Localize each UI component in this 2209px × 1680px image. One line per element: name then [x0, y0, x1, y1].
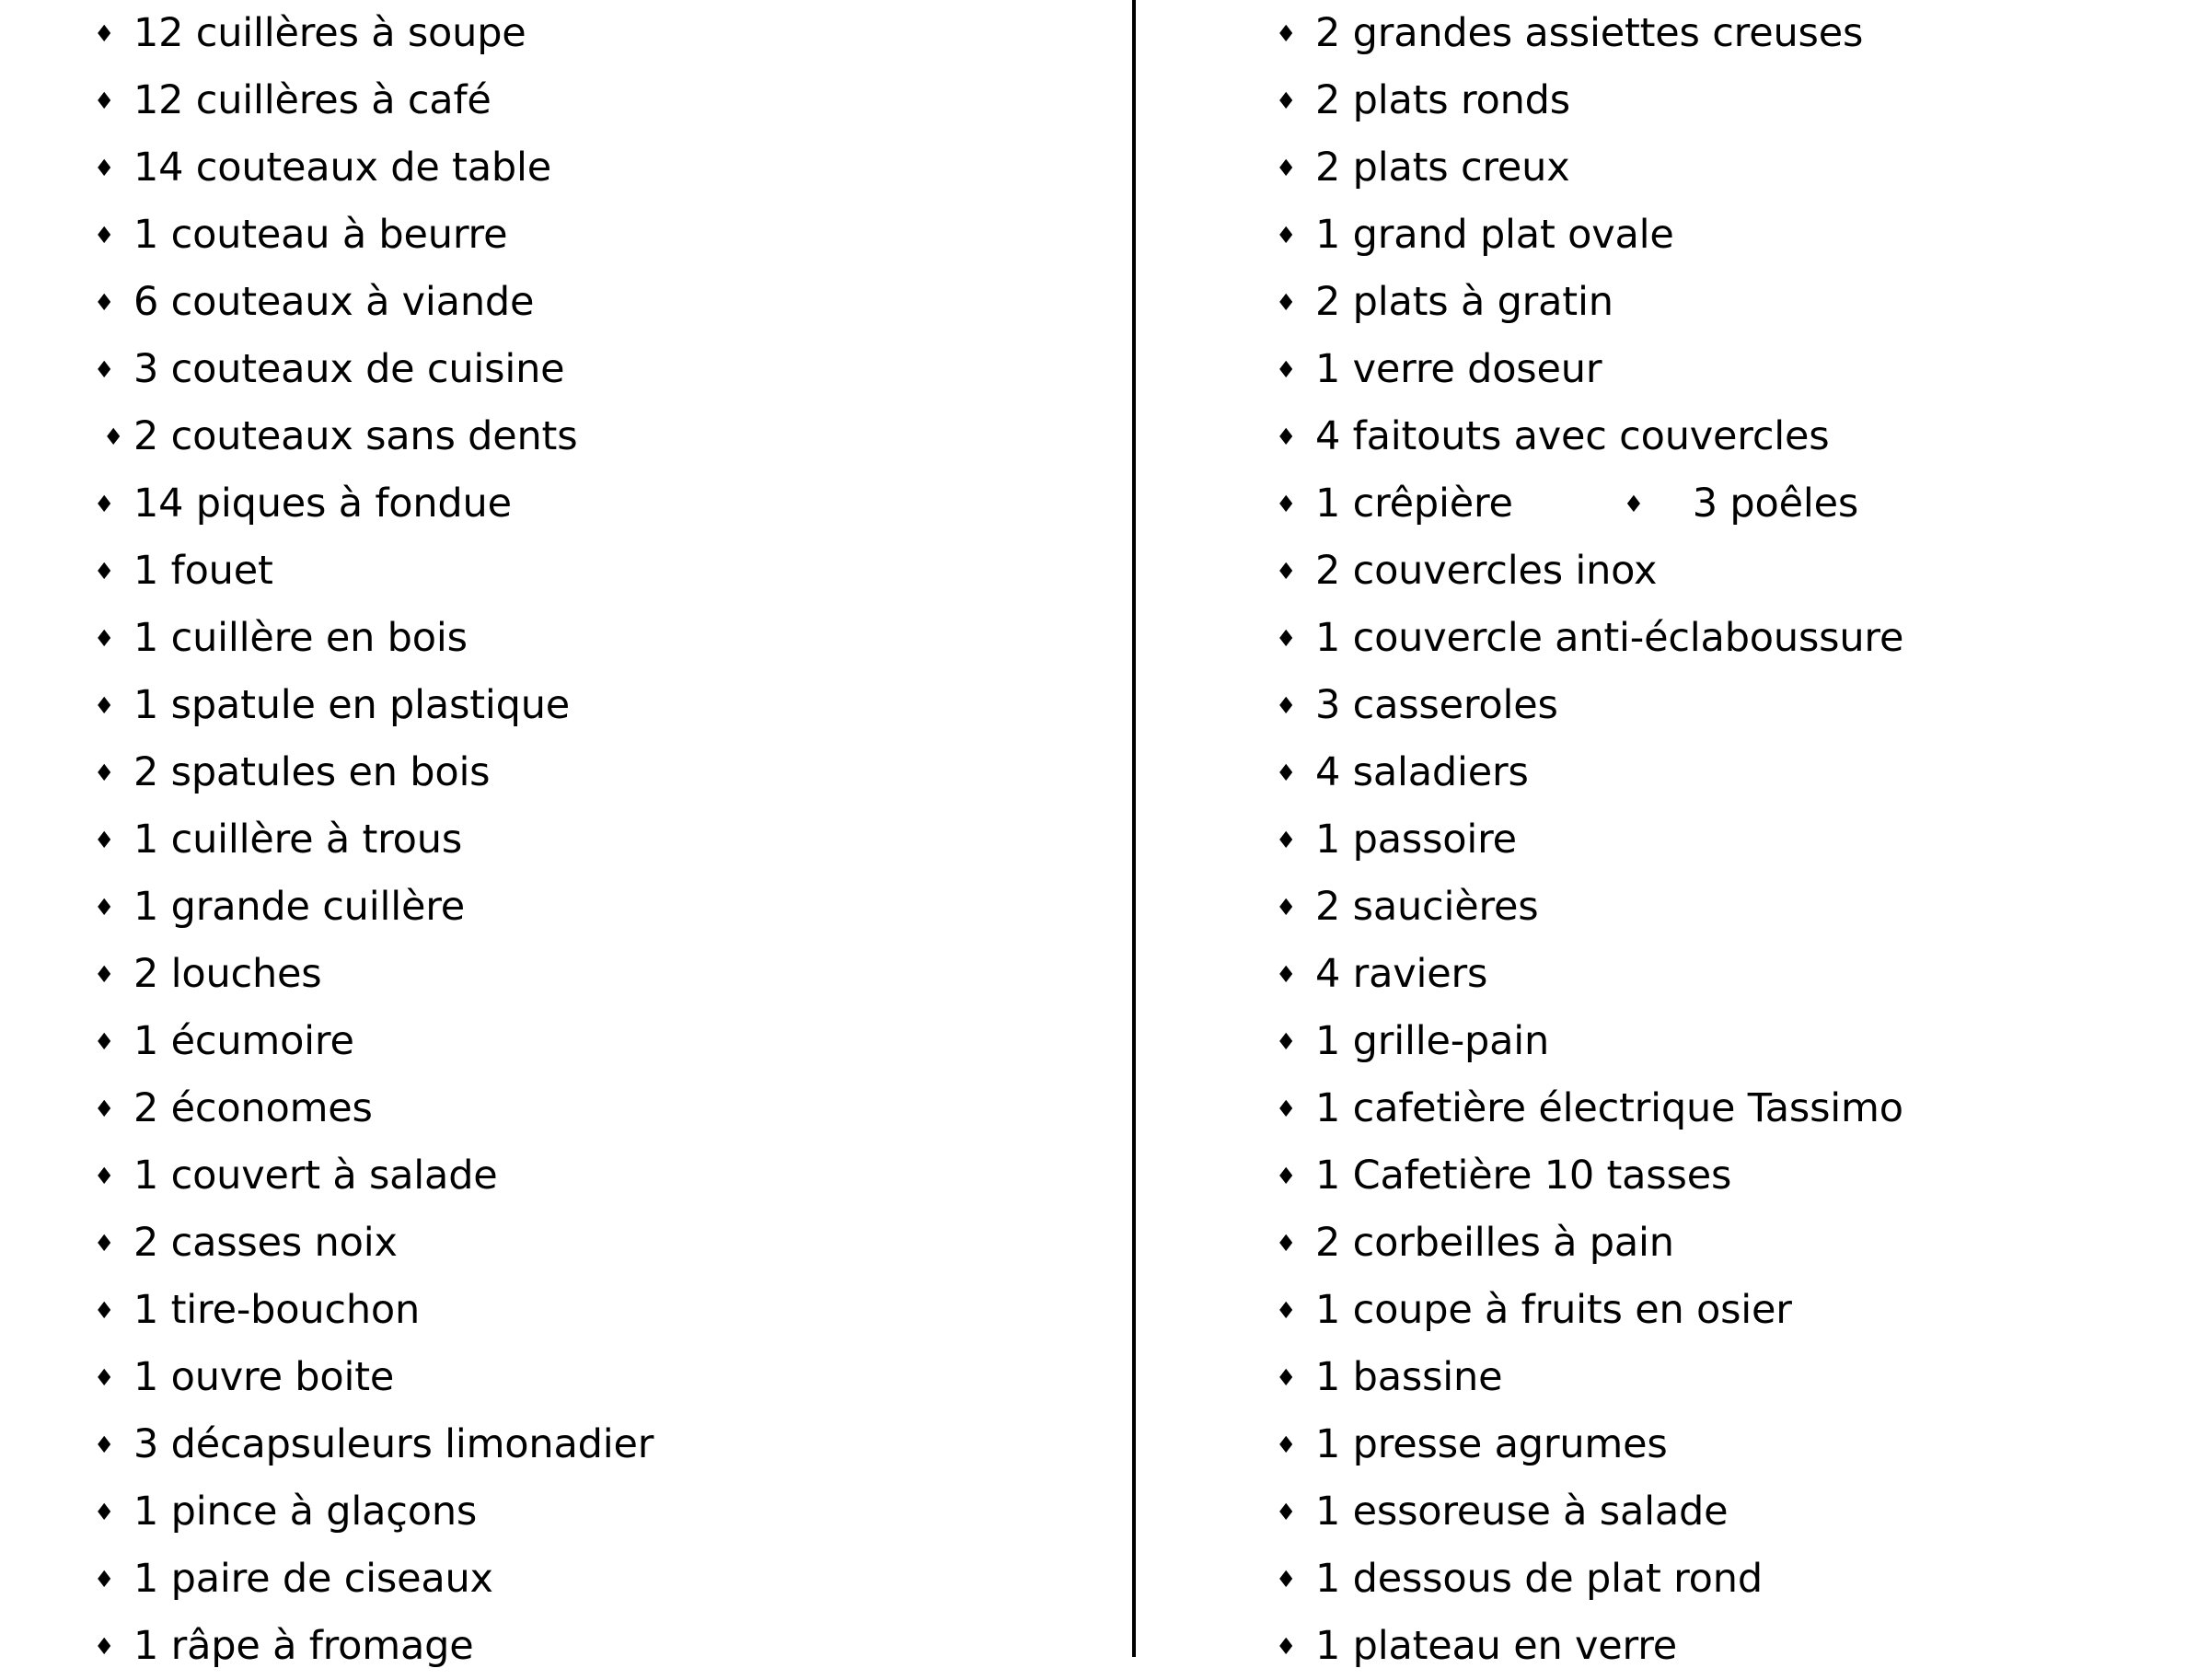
list-item — [37, 1478, 1132, 1546]
bullet-icon: ♦ — [1623, 491, 1644, 517]
list-item — [37, 1075, 1132, 1142]
bullet-icon: ♦ — [94, 1499, 115, 1525]
list-item — [1219, 806, 2209, 874]
list-item-label: 2 économes — [133, 1085, 373, 1131]
list-item — [37, 134, 1132, 202]
list-item-label: 2 plats creux — [1315, 145, 1570, 191]
bullet-icon: ♦ — [94, 1095, 115, 1122]
list-item — [37, 874, 1132, 941]
inline-sub-item-label: 3 poêles — [1692, 481, 1859, 527]
list-item — [37, 1546, 1132, 1613]
list-item — [1219, 672, 2209, 739]
list-item — [37, 0, 1132, 67]
list-item — [1219, 1075, 2209, 1142]
bullet-icon: ♦ — [94, 356, 115, 383]
list-item-label: 2 louches — [133, 951, 322, 997]
bullet-icon: ♦ — [1276, 759, 1297, 786]
list-item — [1219, 202, 2209, 269]
bullet-icon: ♦ — [1276, 1499, 1297, 1525]
list-item-label: 1 paire de ciseaux — [133, 1556, 493, 1602]
bullet-icon: ♦ — [94, 894, 115, 921]
list-item-label: 1 pince à glaçons — [133, 1489, 478, 1535]
list-item — [37, 672, 1132, 739]
list-item — [1219, 336, 2209, 403]
bullet-icon: ♦ — [1276, 625, 1297, 652]
bullet-icon: ♦ — [1276, 222, 1297, 249]
list-item-label: 1 bassine — [1315, 1354, 1503, 1400]
list-item — [1219, 1210, 2209, 1277]
list-item — [37, 1613, 1132, 1680]
list-item — [1219, 1277, 2209, 1344]
list-item — [1219, 1344, 2209, 1411]
list-item — [37, 1344, 1132, 1411]
bullet-icon: ♦ — [1276, 155, 1297, 181]
list-item — [37, 739, 1132, 806]
list-item-label: 1 cuillère à trous — [133, 817, 463, 863]
list-item-label: 1 râpe à fromage — [133, 1623, 474, 1669]
list-item-label: 12 cuillères à soupe — [133, 10, 526, 56]
bullet-icon: ♦ — [1276, 894, 1297, 921]
list-item-label: 3 casseroles — [1315, 682, 1558, 728]
list-item — [37, 1210, 1132, 1277]
list-item — [1219, 1008, 2209, 1075]
list-item-label: 6 couteaux à viande — [133, 279, 535, 325]
bullet-icon: ♦ — [1276, 423, 1297, 450]
list-item-label: 2 corbeilles à pain — [1315, 1220, 1674, 1266]
list-item-label: 1 fouet — [133, 548, 273, 594]
list-item-label: 2 spatules en bois — [133, 749, 491, 795]
list-item — [37, 470, 1132, 538]
list-item — [37, 269, 1132, 336]
list-item — [1219, 941, 2209, 1008]
list-item-label: 1 grande cuillère — [133, 884, 466, 930]
list-item — [37, 1008, 1132, 1075]
list-item-label: 1 cuillère en bois — [133, 615, 468, 661]
list-item-label: 2 casses noix — [133, 1220, 398, 1266]
right-item-list — [1219, 0, 2209, 1680]
bullet-icon: ♦ — [94, 1230, 115, 1257]
bullet-icon: ♦ — [94, 491, 115, 517]
list-item-label: 1 couvert à salade — [133, 1153, 498, 1199]
list-item-label: 2 couvercles inox — [1315, 548, 1658, 594]
list-item-label: 3 décapsuleurs limonadier — [133, 1421, 654, 1467]
list-item-label: 4 faitouts avec couvercles — [1315, 413, 1830, 459]
list-item-label: 4 saladiers — [1315, 749, 1529, 795]
bullet-icon: ♦ — [94, 1028, 115, 1055]
list-item — [1219, 0, 2209, 67]
list-item — [37, 1411, 1132, 1478]
bullet-icon: ♦ — [94, 759, 115, 786]
list-item — [1219, 605, 2209, 672]
bullet-icon: ♦ — [1276, 1163, 1297, 1189]
bullet-icon: ♦ — [1276, 1230, 1297, 1257]
list-item — [37, 1277, 1132, 1344]
list-item — [37, 1142, 1132, 1210]
list-item-label: 1 passoire — [1315, 817, 1517, 863]
list-item — [37, 806, 1132, 874]
list-item — [1219, 1546, 2209, 1613]
list-item — [37, 605, 1132, 672]
list-item-label: 14 couteaux de table — [133, 145, 551, 191]
bullet-icon: ♦ — [1276, 1633, 1297, 1660]
bullet-icon: ♦ — [94, 1163, 115, 1189]
bullet-icon: ♦ — [94, 20, 115, 47]
list-item — [37, 202, 1132, 269]
bullet-icon: ♦ — [1276, 692, 1297, 719]
list-item-label: 1 presse agrumes — [1315, 1421, 1668, 1467]
bullet-icon: ♦ — [94, 1297, 115, 1324]
list-item-label: 1 écumoire — [133, 1018, 354, 1064]
bullet-icon: ♦ — [1276, 491, 1297, 517]
bullet-icon: ♦ — [94, 692, 115, 719]
bullet-icon: ♦ — [1276, 961, 1297, 988]
list-item — [37, 336, 1132, 403]
bullet-icon: ♦ — [103, 423, 124, 450]
list-item — [1219, 269, 2209, 336]
bullet-icon: ♦ — [1276, 356, 1297, 383]
bullet-icon: ♦ — [1276, 827, 1297, 853]
list-item-label: 1 couteau à beurre — [133, 212, 508, 258]
list-item-label: 2 grandes assiettes creuses — [1315, 10, 1864, 56]
list-item-label: 1 Cafetière 10 tasses — [1315, 1153, 1732, 1199]
list-item-label: 1 grille-pain — [1315, 1018, 1550, 1064]
list-item — [37, 67, 1132, 134]
bullet-icon: ♦ — [1276, 1364, 1297, 1391]
bullet-icon: ♦ — [94, 1566, 115, 1593]
list-item-label: 1 coupe à fruits en osier — [1315, 1287, 1792, 1333]
list-item-label: 1 plateau en verre — [1315, 1623, 1677, 1669]
bullet-icon: ♦ — [94, 289, 115, 316]
list-item-label: 1 cafetière électrique Tassimo — [1315, 1085, 1903, 1131]
list-item-label: 1 spatule en plastique — [133, 682, 571, 728]
list-item-label: 1 essoreuse à salade — [1315, 1489, 1729, 1535]
bullet-icon: ♦ — [94, 1633, 115, 1660]
list-item-label: 14 piques à fondue — [133, 481, 512, 527]
list-item — [1219, 1478, 2209, 1546]
bullet-icon: ♦ — [94, 222, 115, 249]
list-item-label: 1 tire-bouchon — [133, 1287, 421, 1333]
list-item-label: 1 ouvre boite — [133, 1354, 395, 1400]
bullet-icon: ♦ — [94, 827, 115, 853]
list-item-label: 2 saucières — [1315, 884, 1539, 930]
bullet-icon: ♦ — [94, 625, 115, 652]
list-item — [1219, 67, 2209, 134]
list-item-label: 1 crêpière — [1315, 481, 1513, 527]
right-column — [1136, 0, 2209, 1669]
list-item — [1219, 874, 2209, 941]
bullet-icon: ♦ — [1276, 1095, 1297, 1122]
bullet-icon: ♦ — [1276, 1431, 1297, 1458]
list-item — [1219, 1613, 2209, 1680]
list-item — [1219, 1411, 2209, 1478]
list-item-label: 1 dessous de plat rond — [1315, 1556, 1763, 1602]
bullet-icon: ♦ — [94, 155, 115, 181]
list-item — [37, 538, 1132, 605]
bullet-icon: ♦ — [94, 961, 115, 988]
list-item-label: 2 plats à gratin — [1315, 279, 1613, 325]
list-item — [1219, 403, 2209, 470]
bullet-icon: ♦ — [1276, 1297, 1297, 1324]
list-item-label: 2 plats ronds — [1315, 77, 1570, 123]
bullet-icon: ♦ — [94, 87, 115, 114]
inline-sub-item — [1624, 470, 1858, 538]
list-item-label: 3 couteaux de cuisine — [133, 346, 565, 392]
list-item — [1219, 538, 2209, 605]
list-item — [1219, 134, 2209, 202]
bullet-icon: ♦ — [1276, 289, 1297, 316]
bullet-icon: ♦ — [1276, 558, 1297, 585]
bullet-icon: ♦ — [1276, 87, 1297, 114]
left-item-list — [37, 0, 1132, 1680]
bullet-icon: ♦ — [1276, 1566, 1297, 1593]
list-item — [37, 941, 1132, 1008]
bullet-icon: ♦ — [1276, 1028, 1297, 1055]
bullet-icon: ♦ — [94, 558, 115, 585]
list-item-label: 1 grand plat ovale — [1315, 212, 1674, 258]
bullet-icon: ♦ — [94, 1431, 115, 1458]
list-item-label: 1 couvercle anti-éclaboussure — [1315, 615, 1904, 661]
list-item-label: 1 verre doseur — [1315, 346, 1602, 392]
list-item-label: 2 couteaux sans dents — [133, 413, 578, 459]
list-item-label: 12 cuillères à café — [133, 77, 492, 123]
list-item-label: 4 raviers — [1315, 951, 1488, 997]
list-item-crepiere — [1219, 470, 2209, 538]
list-item — [1219, 739, 2209, 806]
bullet-icon: ♦ — [1276, 20, 1297, 47]
list-item — [1219, 1142, 2209, 1210]
list-item — [37, 403, 1132, 470]
bullet-icon: ♦ — [94, 1364, 115, 1391]
